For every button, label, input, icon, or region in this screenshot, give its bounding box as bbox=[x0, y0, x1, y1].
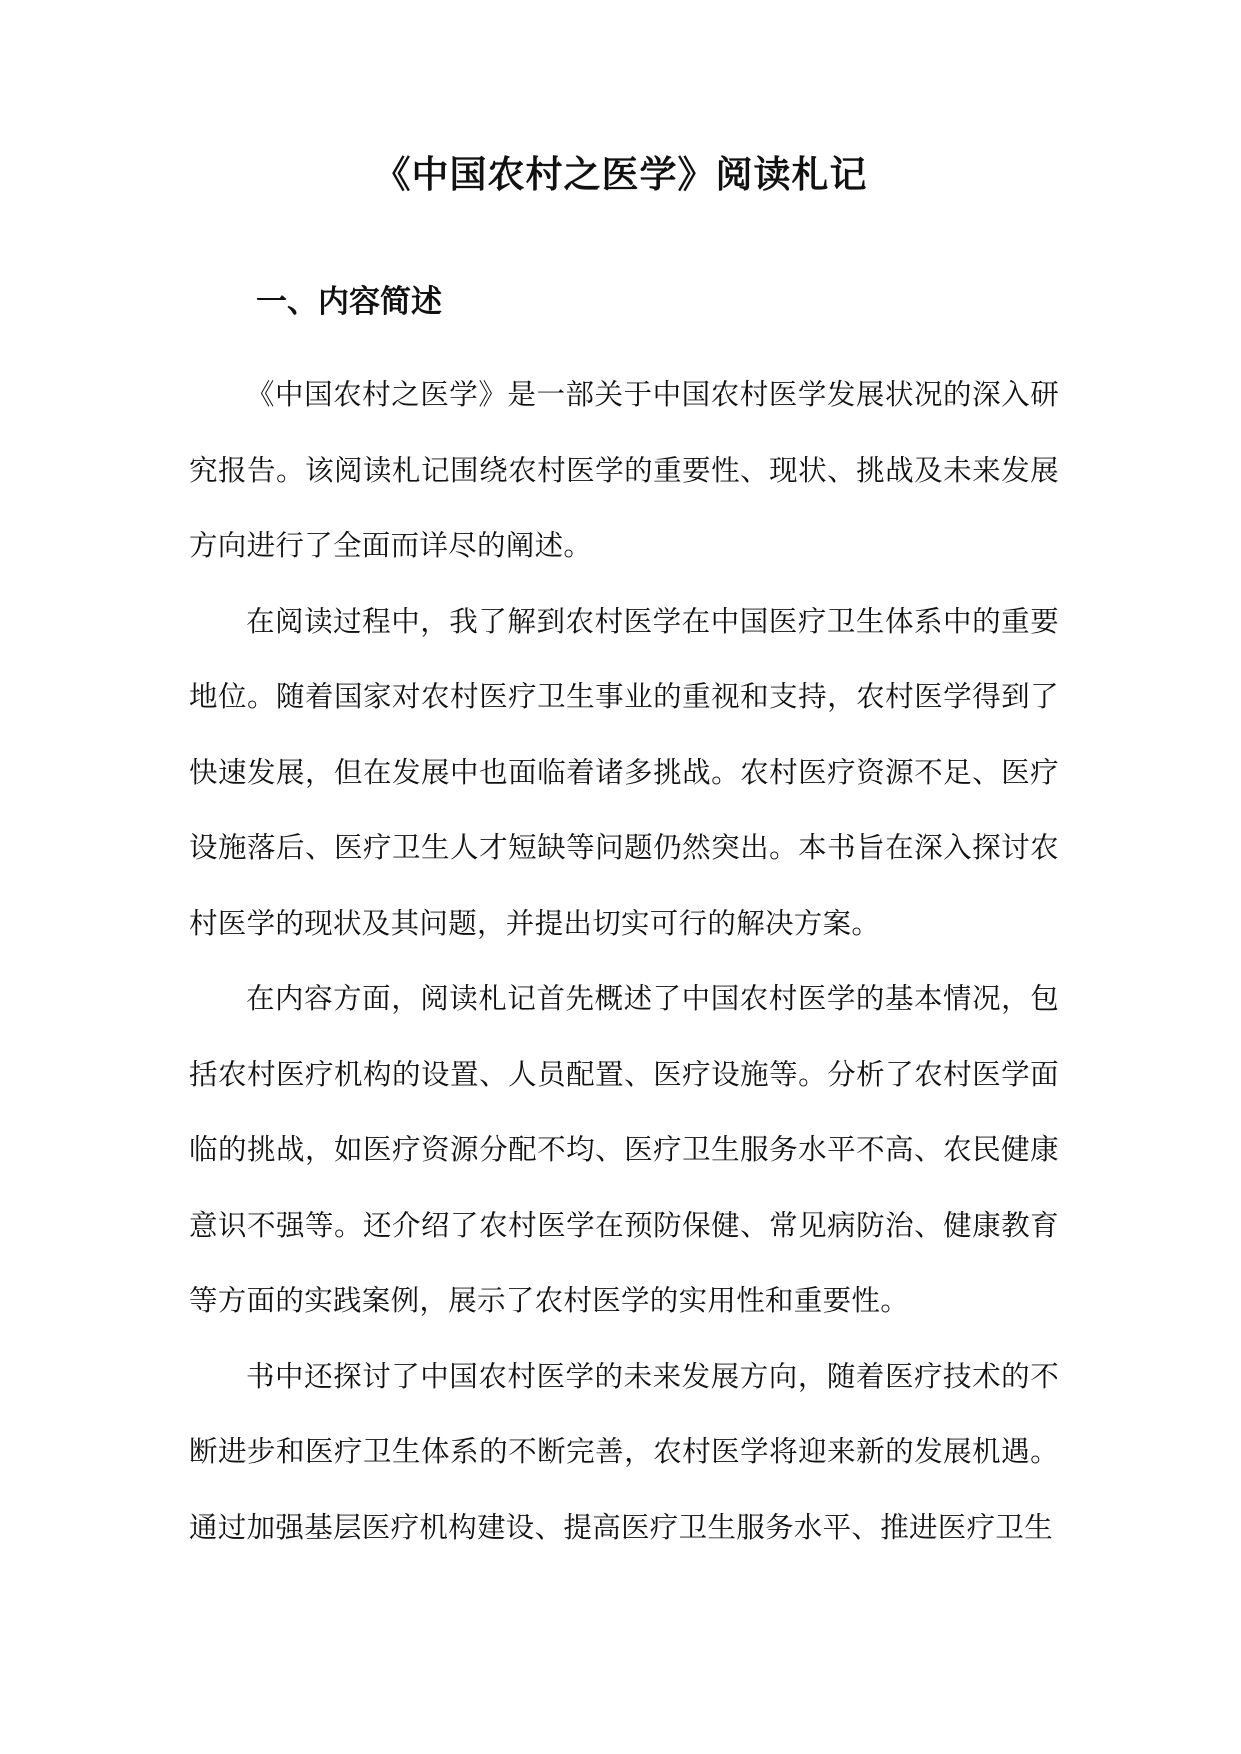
document-title: 《中国农村之医学》阅读札记 bbox=[373, 153, 868, 196]
body-text bbox=[189, 357, 1059, 1565]
paragraph: 在阅读过程中，我了解到农村医学在中国医疗卫生体系中的重要地位。随着国家对农村医疗卫生事业的重视和支持，农村医学得到了快速发展，但在发展中也面临着诸多挑战。农村医疗资源不足、医疗设施落后、医疗卫生人才短缺等问题仍然突出。本书旨在深入探讨农村医学的现状及其问题，并提出切实可行的解决方案。 bbox=[189, 604, 1059, 940]
paragraph: 《中国农村之医学》是一部关于中国农村医学发展状况的深入研究报告。该阅读札记围绕农村医学的重要性、现状、挑战及未来发展方向进行了全面而详尽的阐述。 bbox=[189, 378, 1059, 562]
section-heading: 一、内容简述 bbox=[256, 284, 442, 320]
paragraph: 书中还探讨了中国农村医学的未来发展方向，随着医疗技术的不断进步和医疗卫生体系的不断完善，农村医学将迎来新的发展机遇。通过加强基层医疗机构建设、提高医疗卫生服务水平、推进医疗卫生 bbox=[189, 1359, 1059, 1544]
paragraph: 在内容方面，阅读札记首先概述了中国农村医学的基本情况，包括农村医疗机构的设置、人员配置、医疗设施等。分析了农村医学面临的挑战，如医疗资源分配不均、医疗卫生服务水平不高、农民健康意识不强等。还介绍了农村医学在预防保健、常见病防治、健康教育等方面的实践案例，展示了农村医学的实用性和重要性。 bbox=[189, 982, 1059, 1317]
